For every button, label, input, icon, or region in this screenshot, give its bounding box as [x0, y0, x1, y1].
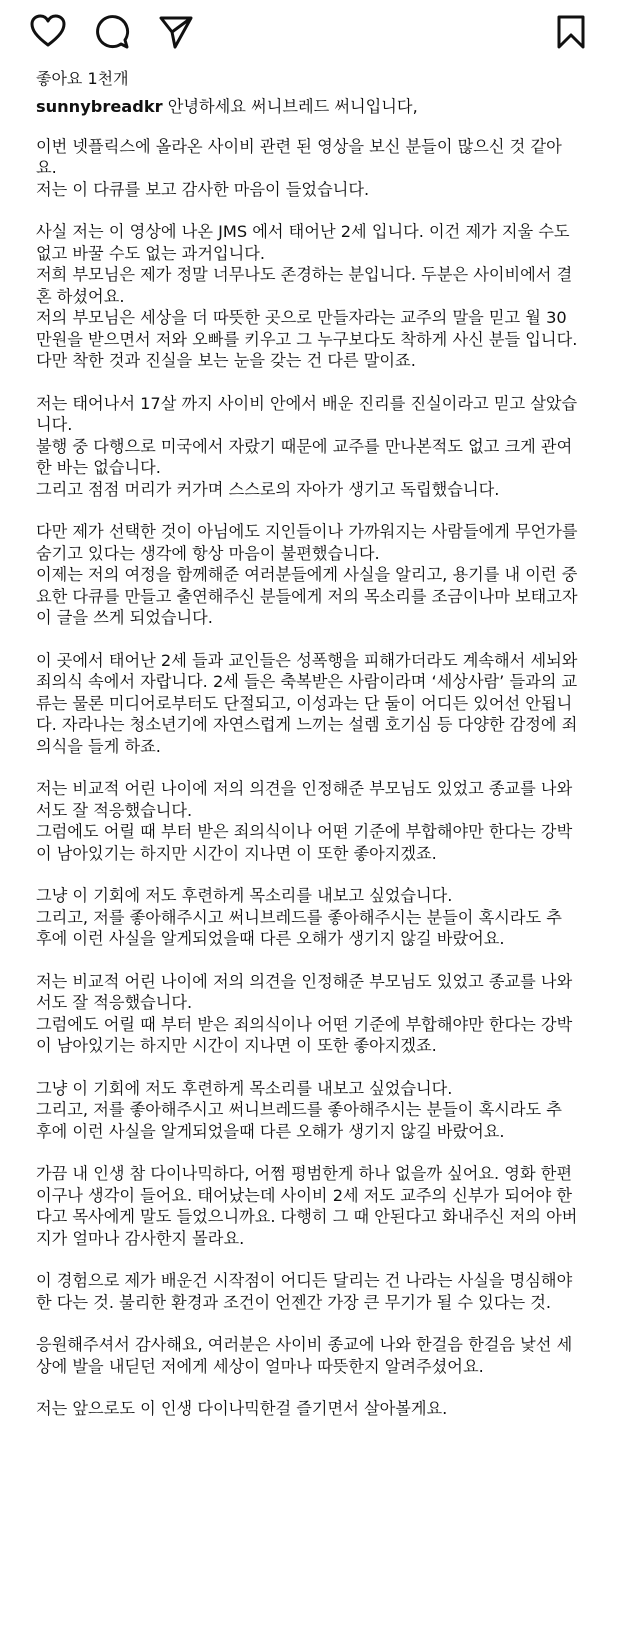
caption-paragraph: 저는 비교적 어린 나이에 저의 의견을 인정해준 부모님도 있었고 종교를 나와 서도 잘 적응했습니다. 그럼에도 어릴 때 부터 받은 죄의식이나 어떤 기준에 부합해야만 한다는 강박 이 남아있기는 하지만 시간이 지나면 이 또한 좋아지겠죠. [36, 971, 573, 1055]
caption-paragraph: 이 경험으로 제가 배운건 시작점이 어디든 달리는 건 나라는 사실을 명심해야 한 다는 것. 불리한 환경과 조건이 언젠간 가장 큰 무기가 될 수 있다는 것. [36, 1271, 573, 1312]
caption-paragraph: 이번 넷플릭스에 올라온 사이비 관련 된 영상을 보신 분들이 많으신 것 같아 요. 저는 이 다큐를 보고 감사한 마음이 들었습니다. [36, 136, 562, 199]
comment-icon[interactable] [94, 14, 130, 50]
send-icon[interactable] [158, 14, 194, 50]
caption-paragraph: 응원해주셔서 감사해요, 여러분은 사이비 종교에 나와 한걸음 한걸음 낯선 세 상에 발을 내딛던 저에게 세상이 얼마나 따뜻한지 알려주셨어요. [36, 1335, 573, 1376]
caption-paragraph: 사실 저는 이 영상에 나온 JMS 에서 태어난 2세 입니다. 이건 제가 지울 수도 없고 바꿀 수도 없는 과거입니다. 저희 부모님은 제가 정말 너무나도 존경하는 분입니다. 두분은 사이비에서 결 혼 하셨어요. 저의 부모님은 세상을 더 따뜻한 곳으로 만들자라는 교주의 말을 믿고 월 30 만원을 받으면서 저와 오빠를 키우고 그 누구보다도 착하게 사신 분들 입니다. 다만 착한 것과 진실을 보는 눈을 갖는 건 다른 말이죠. [36, 222, 578, 370]
heart-icon[interactable] [30, 14, 66, 48]
caption-paragraph: 저는 태어나서 17살 까지 사이비 안에서 배운 진리를 진실이라고 믿고 살았습 니다. 불행 중 다행으로 미국에서 자랐기 때문에 교주를 만나본적도 없고 크게 관여 한 바는 없습니다. 그리고 점점 머리가 커가며 스스로의 자아가 생기고 독립했습니다. [36, 393, 578, 499]
caption-header [36, 96, 621, 118]
post-caption [36, 96, 621, 1441]
caption-paragraph: 다만 제가 선택한 것이 아님에도 지인들이나 가까워지는 사람들에게 무언가를 숨기고 있다는 생각에 항상 마음이 불편했습니다. 이제는 저의 여정을 함께해준 여러분들에게 사실을 알리고, 용기를 내 이런 중 요한 다큐를 만들고 출연해주신 분들에게 저의 목소리를 조금이나마 보태고자 이 글을 쓰게 되었습니다. [36, 522, 578, 627]
like-count[interactable]: 좋아요 1천개 [36, 69, 129, 88]
post-action-bar [0, 0, 640, 70]
caption-paragraph: 가끔 내 인생 참 다이나믹하다, 어쩜 평범한게 하나 없을까 싶어요. 영화 한편 이구나 생각이 들어요. 태어났는데 사이비 2세 저도 교주의 신부가 되어야 한 다고 목사에게 말도 들었으니까요. 다행히 그 때 안된다고 화내주신 저의 아버 지가 얼마나 감사한지 몰라요. [36, 1164, 578, 1248]
bookmark-icon[interactable] [556, 14, 586, 50]
caption-paragraph: 저는 앞으로도 이 인생 다이나믹한걸 즐기면서 살아볼게요. [36, 1399, 448, 1418]
greeting-text: 안녕하세요 써니브레드 써니입니다, [162, 97, 418, 116]
caption-paragraph: 이 곳에서 태어난 2세 들과 교인들은 성폭행을 피해가더라도 계속해서 세뇌와 죄의식 속에서 자랍니다. 2세 들은 축복받은 사람이라며 ‘세상사람’ 들과의 교 류는 물론 미디어로부터도 단절되고, 이성과는 단 둘이 어디든 있어선 안됩니 다. 자라나는 청소년기에 자연스럽게 느끼는 설렘 호기심 등 다양한 감정에 죄 의식을 들게 하죠. [36, 650, 578, 756]
caption-paragraph: 저는 비교적 어린 나이에 저의 의견을 인정해준 부모님도 있었고 종교를 나와 서도 잘 적응했습니다. 그럼에도 어릴 때 부터 받은 죄의식이나 어떤 기준에 부합해야만 한다는 강박 이 남아있기는 하지만 시간이 지나면 이 또한 좋아지겠죠. [36, 779, 573, 863]
caption-paragraph: 그냥 이 기회에 저도 후련하게 목소리를 내보고 싶었습니다. 그리고, 저를 좋아해주시고 써니브레드를 좋아해주시는 분들이 혹시라도 추 후에 이런 사실을 알게되었을때 다른 오해가 생기지 않길 바랐어요. [36, 886, 562, 948]
caption-paragraph: 그냥 이 기회에 저도 후련하게 목소리를 내보고 싶었습니다. 그리고, 저를 좋아해주시고 써니브레드를 좋아해주시는 분들이 혹시라도 추 후에 이런 사실을 알게되었을때 다른 오해가 생기지 않길 바랐어요. [36, 1078, 562, 1141]
username[interactable]: sunnybreadkr [36, 97, 163, 116]
